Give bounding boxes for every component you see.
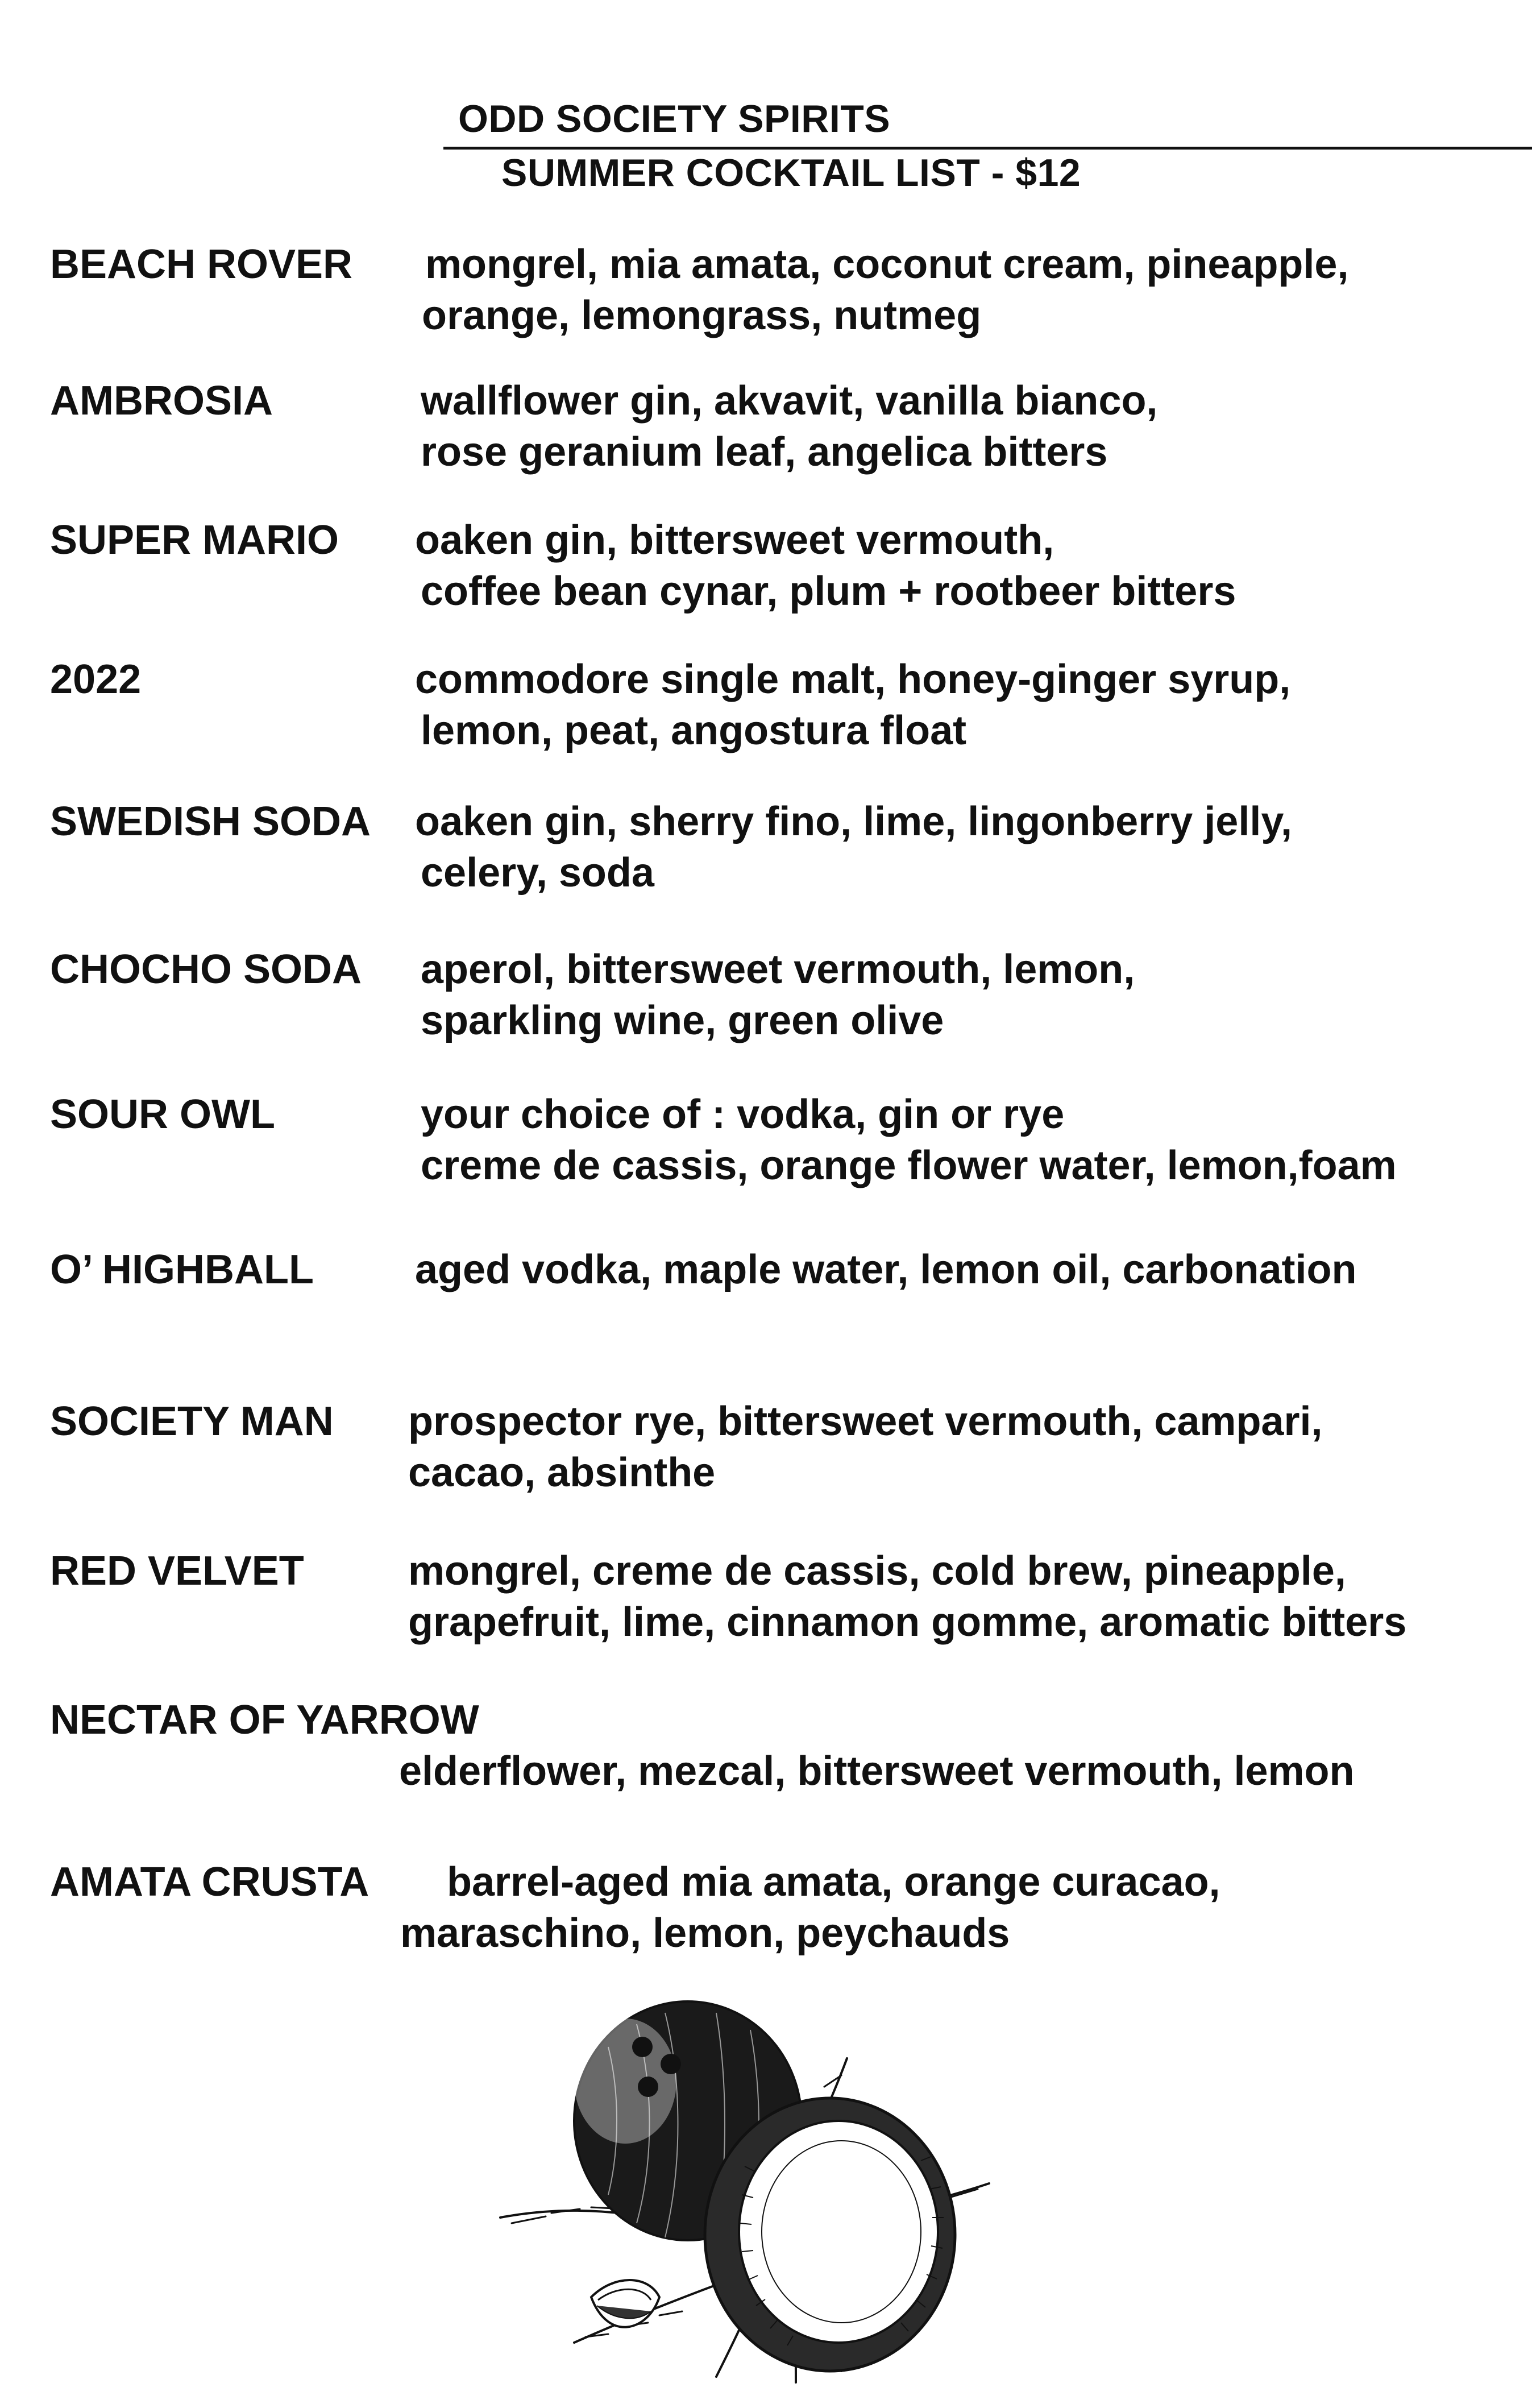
- cocktail-name: SOCIETY MAN: [50, 1399, 334, 1444]
- description-line: wallflower gin, akvavit, vanilla bianco,: [421, 378, 1158, 424]
- description-line: cacao, absinthe: [408, 1450, 716, 1495]
- cocktail-name: SOUR OWL: [50, 1092, 275, 1137]
- cocktail-name: 2022: [50, 657, 142, 702]
- cocktail-description: [408, 1545, 1406, 1648]
- description-line: maraschino, lemon, peychauds: [400, 1910, 1010, 1956]
- cocktail-name: AMATA CRUSTA: [50, 1859, 369, 1905]
- description-line: orange, lemongrass, nutmeg: [422, 293, 982, 338]
- description-line: celery, soda: [421, 850, 654, 896]
- cocktail-name: CHOCHO SODA: [50, 947, 362, 992]
- cocktail-description: [415, 654, 1290, 756]
- description-line: lemon, peat, angostura float: [421, 708, 967, 753]
- description-line: rose geranium leaf, angelica bitters: [421, 429, 1108, 475]
- cocktail-description: [415, 1244, 1356, 1295]
- cocktail-description: [415, 515, 1236, 617]
- description-line: sparkling wine, green olive: [421, 998, 944, 1043]
- description-line: grapefruit, lime, cinnamon gomme, aromatic bitters: [408, 1599, 1407, 1645]
- cocktail-name: AMBROSIA: [50, 378, 273, 424]
- description-line: elderflower, mezcal, bittersweet vermouth, lemon: [399, 1748, 1355, 1794]
- cocktail-name: O’ HIGHBALL: [50, 1247, 314, 1292]
- cocktail-description: [421, 1089, 1397, 1191]
- cocktail-name: BEACH ROVER: [50, 242, 353, 287]
- description-line: creme de cassis, orange flower water, lemon,foam: [421, 1143, 1397, 1188]
- coconut-illustration-icon: [478, 1979, 1012, 2388]
- description-line: aged vodka, maple water, lemon oil, carbonation: [415, 1247, 1357, 1292]
- cocktail-description: [421, 375, 1157, 478]
- description-line: prospector rye, bittersweet vermouth, campari,: [408, 1399, 1323, 1444]
- description-line: oaken gin, sherry fino, lime, lingonberry jelly,: [415, 799, 1293, 844]
- header-rule: [443, 147, 1532, 150]
- cocktail-description: [415, 796, 1292, 898]
- description-line: mongrel, creme de cassis, cold brew, pineapple,: [408, 1548, 1346, 1594]
- description-line: coffee bean cynar, plum + rootbeer bitters: [421, 569, 1236, 614]
- description-line: commodore single malt, honey-ginger syrup,: [415, 657, 1291, 702]
- description-line: barrel-aged mia amata, orange curacao,: [447, 1859, 1220, 1905]
- cocktail-name: SUPER MARIO: [50, 517, 339, 563]
- description-line: aperol, bittersweet vermouth, lemon,: [421, 947, 1135, 992]
- header-title: ODD SOCIETY SPIRITS: [458, 97, 891, 140]
- cocktail-description: [399, 1746, 1355, 1797]
- cocktail-description: [421, 944, 1135, 1046]
- cocktail-description: [408, 1396, 1323, 1498]
- cocktail-name: RED VELVET: [50, 1548, 304, 1594]
- cocktail-description: [422, 239, 1349, 341]
- cocktail-description: [400, 1856, 1220, 1959]
- cocktail-name: NECTAR OF YARROW: [50, 1697, 479, 1743]
- description-line: mongrel, mia amata, coconut cream, pineapple,: [425, 242, 1349, 287]
- description-line: oaken gin, bittersweet vermouth,: [415, 517, 1054, 563]
- description-line: your choice of : vodka, gin or rye: [421, 1092, 1065, 1137]
- cocktail-name: SWEDISH SODA: [50, 799, 371, 844]
- header-subtitle: SUMMER COCKTAIL LIST - $12: [501, 151, 1081, 194]
